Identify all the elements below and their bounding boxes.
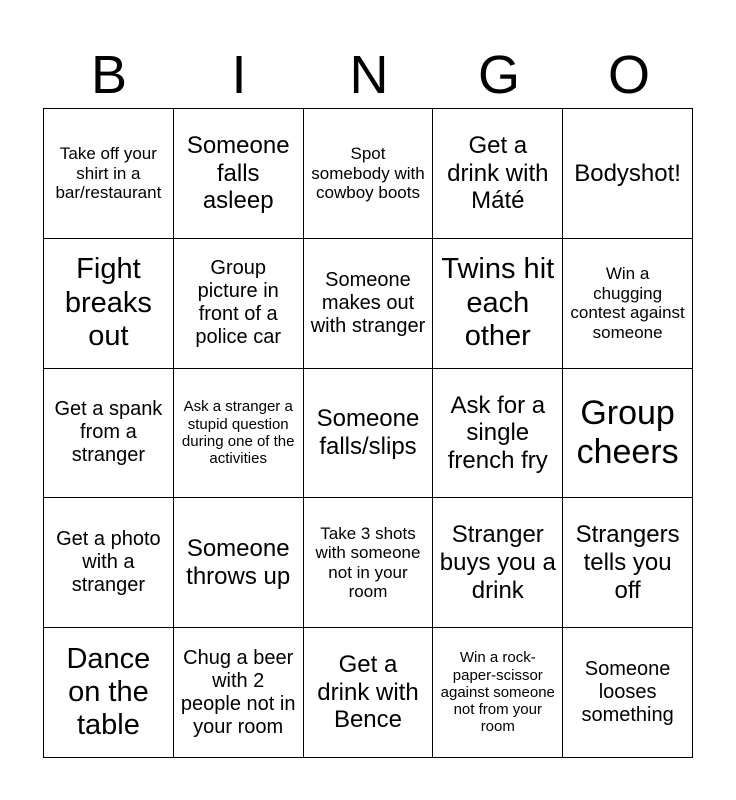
header-letter-i: I bbox=[231, 45, 247, 105]
bingo-cell[interactable]: Someone looses something bbox=[563, 628, 693, 758]
bingo-cell[interactable]: Ask for a single french fry bbox=[433, 369, 563, 499]
header-letter-g: G bbox=[477, 45, 520, 105]
bingo-cell[interactable]: Spot somebody with cowboy boots bbox=[304, 109, 434, 239]
bingo-cell[interactable]: Chug a beer with 2 people not in your room bbox=[174, 628, 304, 758]
bingo-cell[interactable]: Someone makes out with stranger bbox=[304, 239, 434, 369]
header-letter-b: B bbox=[90, 45, 128, 105]
bingo-cell[interactable]: Strangers tells you off bbox=[563, 498, 693, 628]
bingo-cell[interactable]: Ask a stranger a stupid question during one of the activities bbox=[174, 369, 304, 499]
bingo-cell[interactable]: Take off your shirt in a bar/restaurant bbox=[44, 109, 174, 239]
bingo-cell[interactable]: Get a drink with Máté bbox=[433, 109, 563, 239]
bingo-cell[interactable]: Group cheers bbox=[563, 369, 693, 499]
bingo-cell[interactable]: Get a drink with Bence bbox=[304, 628, 434, 758]
bingo-cell[interactable]: Get a spank from a stranger bbox=[44, 369, 174, 499]
bingo-cell[interactable]: Someone falls asleep bbox=[174, 109, 304, 239]
header-letter-n: N bbox=[349, 45, 389, 105]
header-letter-o: O bbox=[607, 45, 650, 105]
bingo-cell[interactable]: Group picture in front of a police car bbox=[174, 239, 304, 369]
bingo-cell[interactable]: Dance on the table bbox=[44, 628, 174, 758]
bingo-cell[interactable]: Stranger buys you a drink bbox=[433, 498, 563, 628]
bingo-cell[interactable]: Take 3 shots with someone not in your room bbox=[304, 498, 434, 628]
bingo-cell[interactable]: Win a rock-paper-scissor against someone not from your room bbox=[433, 628, 563, 758]
bingo-cell[interactable]: Bodyshot! bbox=[563, 109, 693, 239]
bingo-cell[interactable]: Someone falls/slips bbox=[304, 369, 434, 499]
bingo-cell[interactable]: Get a photo with a stranger bbox=[44, 498, 174, 628]
bingo-grid bbox=[43, 108, 693, 758]
bingo-cell[interactable]: Fight breaks out bbox=[44, 239, 174, 369]
bingo-cell[interactable]: Twins hit each other bbox=[433, 239, 563, 369]
bingo-cell[interactable]: Win a chugging contest against someone bbox=[563, 239, 693, 369]
bingo-cell[interactable]: Someone throws up bbox=[174, 498, 304, 628]
bingo-header bbox=[44, 40, 694, 110]
